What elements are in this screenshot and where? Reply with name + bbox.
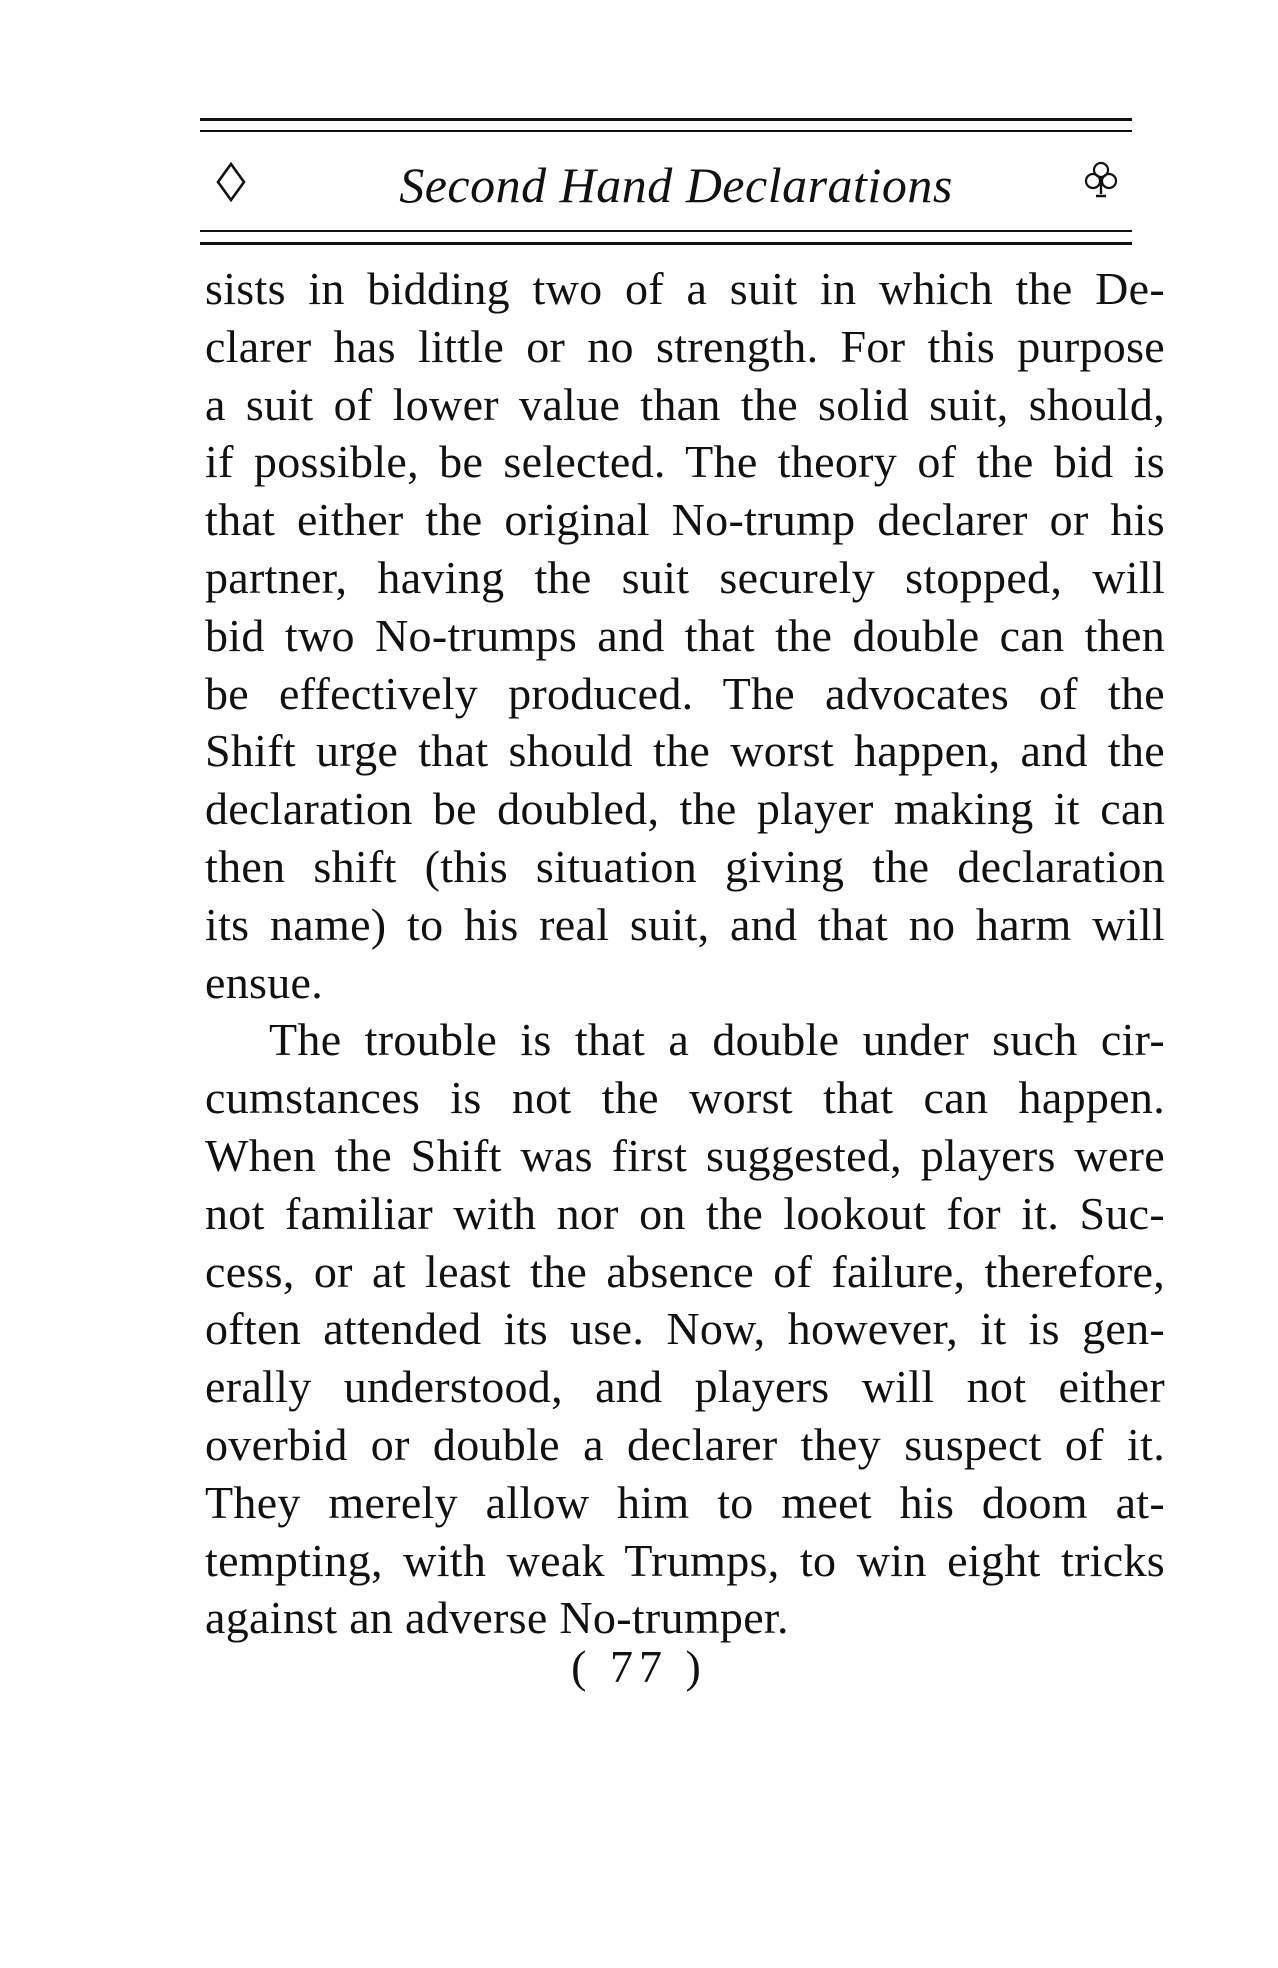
text-line: sists in bidding two of a suit in which the De- [205, 263, 1165, 314]
text-line: bid two No-trumps and that the double can then [205, 609, 1165, 661]
text-line: its name) to his real suit, and that no harm will [205, 898, 1165, 950]
running-head [200, 140, 1132, 226]
text-line: cumstances is not the worst that can happen. [205, 1072, 1165, 1124]
text-line: be effectively produced. The advocates of the [205, 667, 1165, 719]
text-line: partner, having the suit securely stopped, will [205, 551, 1165, 603]
page-number: ( 77 ) [571, 1641, 707, 1692]
text-line: a suit of lower value than the solid suit, should, [205, 378, 1165, 430]
paragraph-2 [205, 1011, 1165, 1647]
text-line: When the Shift was first suggested, players were [205, 1129, 1165, 1181]
text-line: declaration be doubled, the player making it can [205, 783, 1165, 835]
header-rule-top-outer [200, 118, 1132, 121]
text-line: against an adverse No-trumper. [205, 1592, 789, 1644]
text-line: cess, or at least the absence of failure, therefore, [205, 1245, 1165, 1297]
running-head-title: Second Hand Declarations [399, 157, 953, 213]
text-line: not familiar with nor on the lookout for it. Suc- [205, 1187, 1165, 1239]
text-line: then shift (this situation giving the declaration [205, 840, 1165, 892]
text-line: Shift urge that should the worst happen, and the [205, 725, 1165, 777]
text-line: clarer has little or no strength. For this purpose [205, 320, 1165, 372]
text-line: ensue. [205, 956, 324, 1008]
header-rule-top-inner [200, 130, 1132, 132]
text-line: They merely allow him to meet his doom at- [205, 1476, 1165, 1528]
text-line: tempting, with weak Trumps, to win eight tricks [205, 1534, 1165, 1586]
text-line: erally understood, and players will not either [205, 1361, 1165, 1413]
text-line: often attended its use. Now, however, it is gen- [205, 1303, 1165, 1355]
body-text [205, 260, 1165, 1647]
text-line: overbid or double a declarer they suspect of it. [205, 1418, 1165, 1470]
text-line: if possible, be selected. The theory of the bid is [205, 436, 1165, 488]
text-line: The trouble is that a double under such cir- [269, 1014, 1165, 1066]
club-icon [1084, 160, 1118, 200]
text-line: that either the original No-trump declarer or his [205, 494, 1165, 546]
header-rule-bottom-outer [200, 242, 1132, 245]
paragraph-1 [205, 260, 1165, 1011]
header-rule-bottom-inner [200, 230, 1132, 232]
